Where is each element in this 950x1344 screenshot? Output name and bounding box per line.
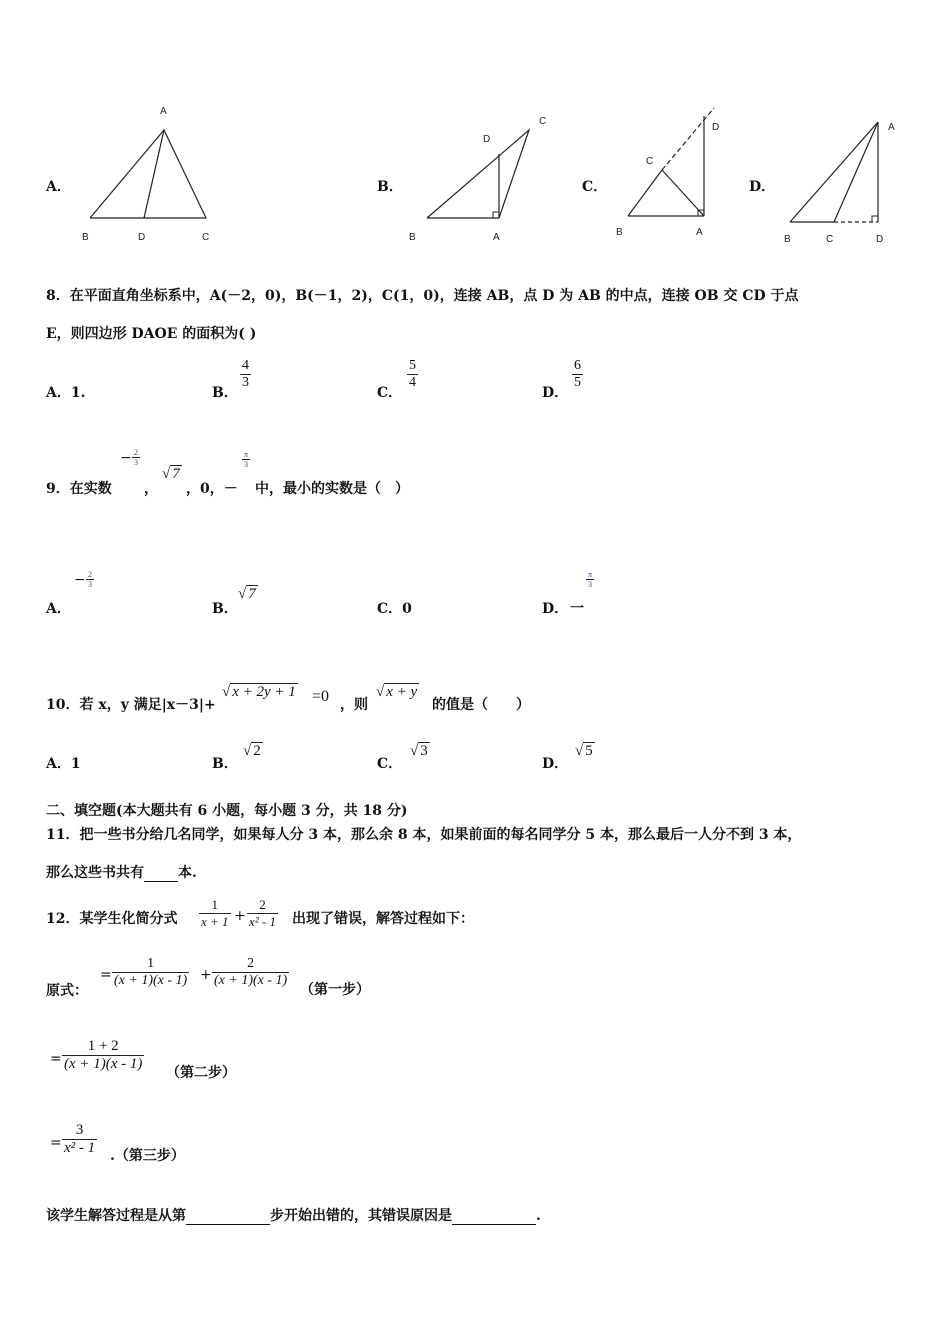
q10-option-c-sqrt: √ 3 <box>410 743 428 759</box>
q12-step2-fraction: $\frac{1 + 2}{(x + 1)(x - 1)}$ <box>64 1038 143 1072</box>
q9-option-b-sqrt: √ 7 <box>238 586 256 602</box>
q9-option-a-frac: $\frac{2}{3}$ <box>88 570 92 589</box>
q9-suffix: 中，最小的实数是（ ） <box>255 481 409 497</box>
q9-option-d-dash: 一 <box>570 601 584 617</box>
q12-step1-note: （第一步） <box>300 982 370 998</box>
q12-step3-eq: = <box>50 1135 62 1151</box>
q8-option-c-fraction: $\frac{5}{4}$ <box>409 358 416 390</box>
q12-step1-fraction-1: $\frac{1}{(x + 1)(x - 1)}$ <box>114 956 188 988</box>
q10-option-b-sqrt: √ 2 <box>243 743 261 759</box>
q7b-label-b: B <box>409 232 416 243</box>
q9-frac-2-3: $\frac{2}{3}$ <box>134 448 138 467</box>
q10-option-a: A．1 <box>46 756 81 772</box>
q9-neg-sign: − <box>120 450 132 466</box>
q10-option-d-sqrt: √ 5 <box>575 743 593 759</box>
q7c-label-c: C <box>646 156 654 167</box>
q12-step3-note: .（第三步） <box>110 1148 185 1164</box>
q7-option-d-label: D． <box>749 179 776 195</box>
q7-option-b-label: B． <box>377 179 403 195</box>
q9-option-c: C．0 <box>377 601 412 617</box>
q12-step2-eq: = <box>50 1051 62 1067</box>
q9-option-a-label: A． <box>46 601 71 617</box>
q12-step-blank[interactable] <box>186 1210 270 1225</box>
q10-sqrt-expr1: √ x + 2y + 1 <box>222 684 296 700</box>
q12-plus: + <box>234 908 246 924</box>
q9-comma: ， <box>144 481 158 497</box>
q12-step3-fraction: $\frac{3}{\text{x² - 1}}$ <box>64 1122 96 1156</box>
q10-prefix: 10．若 x，y 满足|x－3|+ <box>46 697 216 713</box>
q10-equals-zero: =0 <box>312 688 330 705</box>
q7-figure-a <box>78 100 228 250</box>
q7-figure-d <box>778 108 908 248</box>
q7d-label-c: C <box>826 234 834 245</box>
q8-option-d-fraction: $\frac{6}{5}$ <box>574 358 581 390</box>
q7-figure-c <box>610 100 740 245</box>
q7d-label-a: A <box>888 122 895 133</box>
q9-prefix: 9．在实数 <box>46 481 112 497</box>
q7-figure-b <box>405 108 565 248</box>
q7b-label-c: C <box>539 116 547 127</box>
q12-step1-plus: + <box>200 967 212 983</box>
q10-option-c-label: C． <box>377 756 403 772</box>
q12-step1-label: 原式： <box>46 983 88 999</box>
q8-option-c-label: C． <box>377 385 403 401</box>
q9-option-d-label: D． <box>542 601 569 617</box>
q12-reason-blank[interactable] <box>452 1210 536 1225</box>
q12-fraction-2: $\frac{2}{\text{x² - 1}}$ <box>249 897 276 929</box>
q8-option-b-label: B． <box>212 385 238 401</box>
q12-step2-note: （第二步） <box>166 1065 236 1081</box>
q7c-label-d: D <box>712 122 720 133</box>
q12-prefix: 12．某学生化简分式 <box>46 911 178 927</box>
q12-step1-fraction-2: $\frac{2}{(x + 1)(x - 1)}$ <box>214 956 288 988</box>
q10-mid: ，则 <box>340 697 368 713</box>
q7b-label-d: D <box>483 134 491 145</box>
q7-option-a-label: A． <box>46 179 71 195</box>
q7a-label-b: B <box>82 232 89 243</box>
q7a-label-d: D <box>138 232 146 243</box>
q10-option-b-label: B． <box>212 756 238 772</box>
q12-conclusion: 该学生解答过程是从第 步开始出错的，其错误原因是 . <box>46 1208 541 1224</box>
q7b-label-a: A <box>493 232 500 243</box>
q7a-label-c: C <box>202 232 210 243</box>
q7d-label-d: D <box>876 234 884 245</box>
q10-sqrt-expr2: √ x + y <box>376 684 418 700</box>
q8-line2: E，则四边形 DAOE 的面积为( ) <box>46 326 257 342</box>
q7-option-c-label: C． <box>582 179 608 195</box>
q9-sqrt-7: √ 7 <box>162 466 180 482</box>
q11-answer-blank[interactable] <box>144 867 178 882</box>
q7c-label-b: B <box>616 227 623 238</box>
q9-option-a-neg: − <box>74 572 86 588</box>
q7d-label-b: B <box>784 234 791 245</box>
q10-suffix: 的值是（ ） <box>432 697 530 713</box>
q8-line1: 8．在平面直角坐标系中，A(－2，0)，B(－1，2)，C(1，0)，连接 AB，点 D 为 AB 的中点，连接 OB 交 CD 于点 <box>46 288 799 304</box>
q12-suffix: 出现了错误，解答过程如下： <box>292 911 474 927</box>
q7a-label-a: A <box>160 106 167 117</box>
q9-option-b-label: B． <box>212 601 238 617</box>
q9-middle: ，0，－ <box>186 481 238 497</box>
q8-option-d-label: D． <box>542 385 569 401</box>
q9-pi-frac: $\frac{\pi}{3}$ <box>244 450 249 469</box>
q7c-label-a: A <box>696 227 703 238</box>
q9-option-d-pi-frac: $\frac{\pi}{3}$ <box>588 570 593 589</box>
q12-step1-eq: = <box>100 967 112 983</box>
q11-line1: 11．把一些书分给几名同学，如果每人分 3 本，那么余 8 本，如果前面的每名同学分 5 本，那么最后一人分不到 3 本， <box>46 827 802 843</box>
section-2-heading: 二、填空题(本大题共有 6 小题，每小题 3 分，共 18 分) <box>46 803 408 819</box>
q10-option-d-label: D． <box>542 756 569 772</box>
q12-fraction-1: $\frac{1}{x + 1}$ <box>201 897 229 929</box>
q8-option-b-fraction: $\frac{4}{3}$ <box>242 358 249 390</box>
q8-option-a: A．1. <box>46 385 86 401</box>
q11-line2: 那么这些书共有 本. <box>46 865 197 881</box>
